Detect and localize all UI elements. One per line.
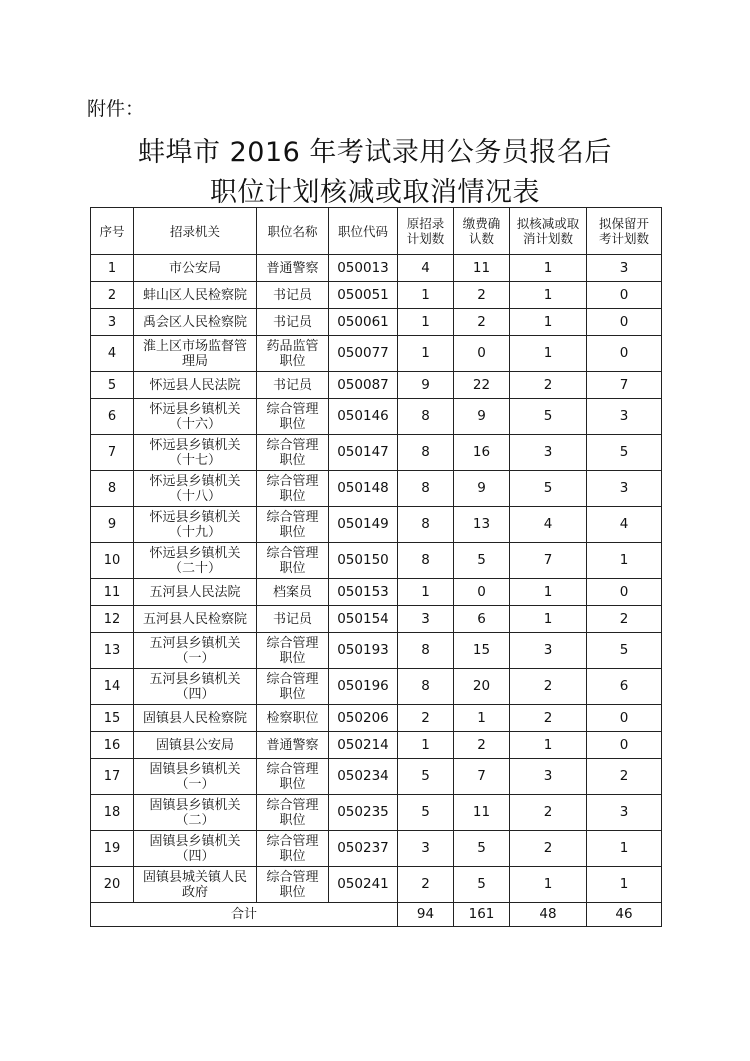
row-reduced-plan: 2 [510,372,587,399]
total-retained-plan: 46 [587,903,662,927]
row-reduced-plan: 5 [510,399,587,435]
table-header-row [91,208,662,255]
row-reduced-plan: 1 [510,606,587,633]
row-position-code: 050148 [329,471,398,507]
row-paid-confirmed: 11 [454,255,510,282]
row-reduced-plan: 2 [510,795,587,831]
row-paid-confirmed: 9 [454,399,510,435]
row-agency: 五河县乡镇机关 （一） [134,633,257,669]
row-reduced-plan: 1 [510,336,587,372]
table-row [91,867,662,903]
row-position-code: 050234 [329,759,398,795]
row-original-plan: 8 [398,435,454,471]
row-original-plan: 8 [398,669,454,705]
row-reduced-plan: 1 [510,282,587,309]
header-index: 序号 [91,208,134,255]
row-position-code: 050206 [329,705,398,732]
row-original-plan: 2 [398,705,454,732]
row-paid-confirmed: 5 [454,831,510,867]
row-index: 12 [91,606,134,633]
document-title-line1: 蚌埠市 2016 年考试录用公务员报名后 [138,137,612,168]
row-position-name: 综合管理 职位 [257,543,329,579]
row-position-code: 050149 [329,507,398,543]
row-index: 20 [91,867,134,903]
row-retained-plan: 5 [587,435,662,471]
header-retained-plan: 拟保留开 考计划数 [587,208,662,255]
row-retained-plan: 3 [587,255,662,282]
row-paid-confirmed: 16 [454,435,510,471]
row-agency: 五河县人民法院 [134,579,257,606]
row-position-name: 书记员 [257,309,329,336]
table-row [91,795,662,831]
row-position-code: 050153 [329,579,398,606]
row-position-name: 书记员 [257,372,329,399]
row-original-plan: 9 [398,372,454,399]
row-agency: 固镇县人民检察院 [134,705,257,732]
row-original-plan: 1 [398,732,454,759]
row-reduced-plan: 5 [510,471,587,507]
row-retained-plan: 1 [587,543,662,579]
table-total-row [91,903,662,927]
row-reduced-plan: 2 [510,669,587,705]
table-row [91,309,662,336]
row-position-code: 050154 [329,606,398,633]
row-paid-confirmed: 0 [454,336,510,372]
row-original-plan: 8 [398,471,454,507]
row-position-code: 050147 [329,435,398,471]
row-position-name: 综合管理 职位 [257,795,329,831]
table-row [91,435,662,471]
positions-table [90,207,662,927]
row-position-name: 综合管理 职位 [257,507,329,543]
row-paid-confirmed: 5 [454,867,510,903]
row-original-plan: 1 [398,309,454,336]
row-reduced-plan: 1 [510,579,587,606]
total-reduced-plan: 48 [510,903,587,927]
row-position-name: 普通警察 [257,255,329,282]
row-index: 16 [91,732,134,759]
row-retained-plan: 0 [587,579,662,606]
row-index: 14 [91,669,134,705]
row-original-plan: 1 [398,579,454,606]
table-row [91,255,662,282]
row-retained-plan: 3 [587,795,662,831]
row-agency: 五河县乡镇机关 （四） [134,669,257,705]
row-retained-plan: 0 [587,705,662,732]
header-agency: 招录机关 [134,208,257,255]
row-agency: 蚌山区人民检察院 [134,282,257,309]
row-index: 1 [91,255,134,282]
attachment-label: 附件： [87,98,145,120]
row-retained-plan: 7 [587,372,662,399]
row-original-plan: 5 [398,795,454,831]
header-paid-confirmed: 缴费确 认数 [454,208,510,255]
table-row [91,336,662,372]
row-reduced-plan: 2 [510,831,587,867]
row-original-plan: 8 [398,633,454,669]
table-row [91,633,662,669]
row-position-name: 书记员 [257,282,329,309]
row-original-plan: 1 [398,336,454,372]
row-agency: 怀远县乡镇机关 （十七） [134,435,257,471]
row-position-name: 综合管理 职位 [257,831,329,867]
row-paid-confirmed: 9 [454,471,510,507]
row-paid-confirmed: 20 [454,669,510,705]
row-retained-plan: 1 [587,867,662,903]
table-row [91,507,662,543]
row-position-code: 050087 [329,372,398,399]
row-position-code: 050077 [329,336,398,372]
row-paid-confirmed: 2 [454,282,510,309]
row-reduced-plan: 1 [510,732,587,759]
row-paid-confirmed: 5 [454,543,510,579]
row-position-code: 050150 [329,543,398,579]
row-original-plan: 5 [398,759,454,795]
row-position-code: 050146 [329,399,398,435]
row-reduced-plan: 1 [510,309,587,336]
row-index: 10 [91,543,134,579]
table-row [91,579,662,606]
table-row [91,831,662,867]
row-index: 8 [91,471,134,507]
row-paid-confirmed: 7 [454,759,510,795]
row-position-code: 050214 [329,732,398,759]
row-retained-plan: 0 [587,309,662,336]
row-position-name: 检察职位 [257,705,329,732]
row-original-plan: 8 [398,543,454,579]
row-agency: 禹会区人民检察院 [134,309,257,336]
row-position-name: 综合管理 职位 [257,759,329,795]
table-row [91,282,662,309]
row-index: 6 [91,399,134,435]
row-agency: 市公安局 [134,255,257,282]
row-position-code: 050196 [329,669,398,705]
row-position-name: 综合管理 职位 [257,399,329,435]
header-original-plan: 原招录 计划数 [398,208,454,255]
row-paid-confirmed: 22 [454,372,510,399]
row-paid-confirmed: 2 [454,732,510,759]
row-index: 2 [91,282,134,309]
row-position-name: 书记员 [257,606,329,633]
row-paid-confirmed: 2 [454,309,510,336]
row-index: 19 [91,831,134,867]
row-retained-plan: 0 [587,336,662,372]
row-index: 7 [91,435,134,471]
row-index: 15 [91,705,134,732]
row-original-plan: 4 [398,255,454,282]
row-index: 13 [91,633,134,669]
row-agency: 怀远县乡镇机关 （十九） [134,507,257,543]
row-reduced-plan: 2 [510,705,587,732]
row-position-name: 普通警察 [257,732,329,759]
row-position-code: 050237 [329,831,398,867]
row-retained-plan: 3 [587,399,662,435]
row-original-plan: 8 [398,507,454,543]
row-position-name: 综合管理 职位 [257,867,329,903]
row-original-plan: 3 [398,831,454,867]
table-row [91,471,662,507]
table-row [91,606,662,633]
row-retained-plan: 2 [587,606,662,633]
row-original-plan: 3 [398,606,454,633]
row-reduced-plan: 3 [510,435,587,471]
row-agency: 固镇县公安局 [134,732,257,759]
row-position-code: 050013 [329,255,398,282]
row-paid-confirmed: 11 [454,795,510,831]
row-reduced-plan: 7 [510,543,587,579]
table-row [91,759,662,795]
row-agency: 怀远县乡镇机关 （十八） [134,471,257,507]
row-position-code: 050061 [329,309,398,336]
row-retained-plan: 0 [587,732,662,759]
row-agency: 五河县人民检察院 [134,606,257,633]
row-position-code: 050241 [329,867,398,903]
row-position-name: 药品监管 职位 [257,336,329,372]
row-retained-plan: 1 [587,831,662,867]
row-retained-plan: 2 [587,759,662,795]
table-row [91,543,662,579]
row-index: 11 [91,579,134,606]
row-original-plan: 1 [398,282,454,309]
row-reduced-plan: 1 [510,255,587,282]
row-agency: 怀远县人民法院 [134,372,257,399]
row-reduced-plan: 3 [510,633,587,669]
row-agency: 淮上区市场监督管 理局 [134,336,257,372]
row-index: 5 [91,372,134,399]
table-row [91,669,662,705]
row-paid-confirmed: 13 [454,507,510,543]
row-position-name: 综合管理 职位 [257,471,329,507]
row-agency: 怀远县乡镇机关 （二十） [134,543,257,579]
table-row [91,372,662,399]
row-reduced-plan: 3 [510,759,587,795]
row-agency: 怀远县乡镇机关 （十六） [134,399,257,435]
row-paid-confirmed: 1 [454,705,510,732]
row-agency: 固镇县乡镇机关 （二） [134,795,257,831]
row-position-code: 050051 [329,282,398,309]
row-position-name: 综合管理 职位 [257,435,329,471]
row-position-name: 档案员 [257,579,329,606]
row-agency: 固镇县乡镇机关 （一） [134,759,257,795]
table-row [91,732,662,759]
row-original-plan: 8 [398,399,454,435]
row-original-plan: 2 [398,867,454,903]
table-row [91,705,662,732]
header-reduced-plan: 拟核减或取 消计划数 [510,208,587,255]
row-agency: 固镇县乡镇机关 （四） [134,831,257,867]
row-agency: 固镇县城关镇人民 政府 [134,867,257,903]
total-paid-confirmed: 161 [454,903,510,927]
row-index: 18 [91,795,134,831]
row-index: 9 [91,507,134,543]
row-reduced-plan: 4 [510,507,587,543]
row-paid-confirmed: 0 [454,579,510,606]
row-index: 17 [91,759,134,795]
row-index: 3 [91,309,134,336]
total-original-plan: 94 [398,903,454,927]
header-position-name: 职位名称 [257,208,329,255]
row-paid-confirmed: 6 [454,606,510,633]
row-position-name: 综合管理 职位 [257,633,329,669]
row-position-code: 050193 [329,633,398,669]
row-index: 4 [91,336,134,372]
row-retained-plan: 6 [587,669,662,705]
document-title-line2: 职位计划核减或取消情况表 [210,177,540,208]
row-paid-confirmed: 15 [454,633,510,669]
table-row [91,399,662,435]
header-position-code: 职位代码 [329,208,398,255]
row-retained-plan: 5 [587,633,662,669]
row-position-code: 050235 [329,795,398,831]
row-position-name: 综合管理 职位 [257,669,329,705]
row-retained-plan: 4 [587,507,662,543]
row-reduced-plan: 1 [510,867,587,903]
row-retained-plan: 0 [587,282,662,309]
total-label: 合计 [91,903,398,927]
row-retained-plan: 3 [587,471,662,507]
